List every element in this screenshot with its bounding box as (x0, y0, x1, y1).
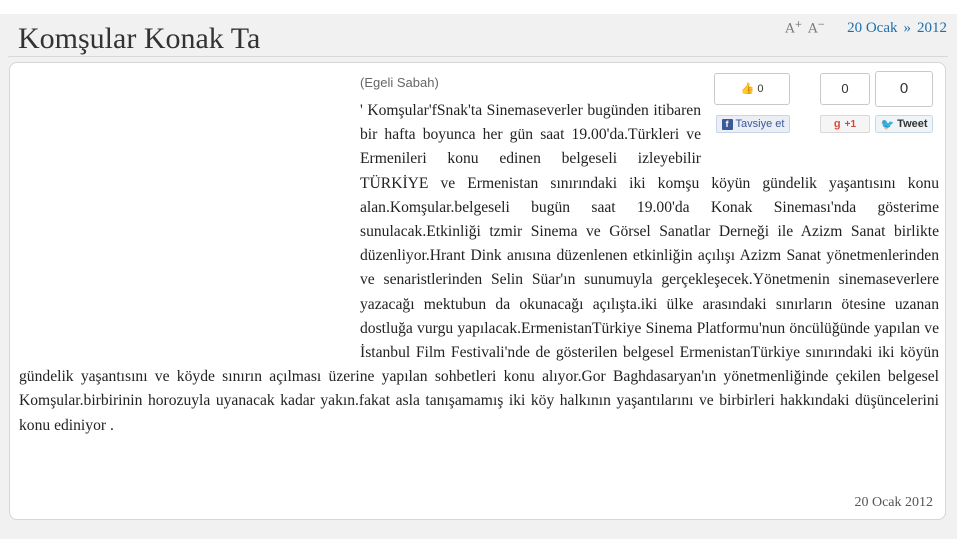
font-increase-button[interactable] (785, 21, 802, 35)
twitter-count: 0 (899, 80, 909, 97)
article-body-container (19, 99, 939, 438)
date-separator: » (903, 20, 911, 36)
image-placeholder-area (19, 99, 351, 363)
date-day-link[interactable]: 20 Ocak (847, 20, 898, 36)
page-background (0, 14, 957, 539)
date-year-link[interactable]: 2012 (917, 20, 947, 36)
article-body: ' Komşular'fSnak'ta Sinemaseverler bugünden itibaren bir hafta boyunca her gün saat 19.00'da.Türkleri ve Ermenileri konu edinen belgeseli izleyebilir TÜRKİYE ve Ermenistan sınırındaki iki komşu köyün gündelik yaşantısını konu alan.Komşular.belgeseli bugün saat 19.00'da Konak Sineması'nda gösterime sunulacak.Etkinliği tzmir Sinema ve Görsel Sanatlar Derneği ile Azizm Sanat birlikte düzenliyor.Hrant Dink anısına düzenlenen etkinliğin açılışı Azizm Sanat yönetmenlerinden ve senaristlerinden Selin Süar'ın sunumuyla gerçekleşecek.Yönetmenin sinemaseverlere yazacağı mektubun da okunacağı açılışta.iki ülke arasındaki sınırların ötesine uzanan dostluğa vurgu yapılacak.ErmenistanTürkiye Sinema Platformu'nun öncülüğünde yapılan ve İstanbul Film Festivali'nde de gösterilen belgesel ErmenistanTürkiye sınırındaki iki köyün gündelik yaşantısını ve köyde sınırın açılması üzerine yapılan sohbetleri konu alıyor.Gor Baghdasaryan'ın yönetmenliğinde çekilen belgesel Komşular.birbirinin horozuyla uyanacak kadar yakın.fakat asla tanışamamış iki köy halkının yaşantılarını ve birbirleri hakkındaki düşüncelerini konu ediniyor . (19, 102, 939, 434)
facebook-count: 0 (757, 83, 764, 95)
font-decrease-sup: − (817, 20, 826, 31)
page-title: Komşular Konak Ta (18, 22, 261, 55)
gplus-count: 0 (841, 81, 849, 96)
title-divider (8, 56, 948, 57)
gplus-label: +1 (844, 118, 857, 130)
google-plus-logo-icon: g (833, 118, 841, 130)
font-increase-sup: + (794, 20, 803, 31)
facebook-recommend-label: Tavsiye et (735, 118, 785, 130)
facebook-logo-icon: f (722, 119, 733, 130)
font-increase-label: A (785, 21, 795, 37)
like-thumb-icon: 👍 (740, 83, 755, 95)
twitter-bird-icon: 🐦 (880, 118, 895, 131)
tweet-label: Tweet (897, 118, 928, 130)
article-footer-date: 20 Ocak 2012 (854, 495, 933, 510)
article-card (9, 62, 946, 520)
article-source: (Egeli Sabah) (360, 75, 439, 90)
social-spacer (707, 99, 939, 163)
font-decrease-button[interactable] (808, 21, 825, 35)
top-toolbar (785, 20, 947, 37)
font-decrease-label: A (808, 21, 818, 37)
